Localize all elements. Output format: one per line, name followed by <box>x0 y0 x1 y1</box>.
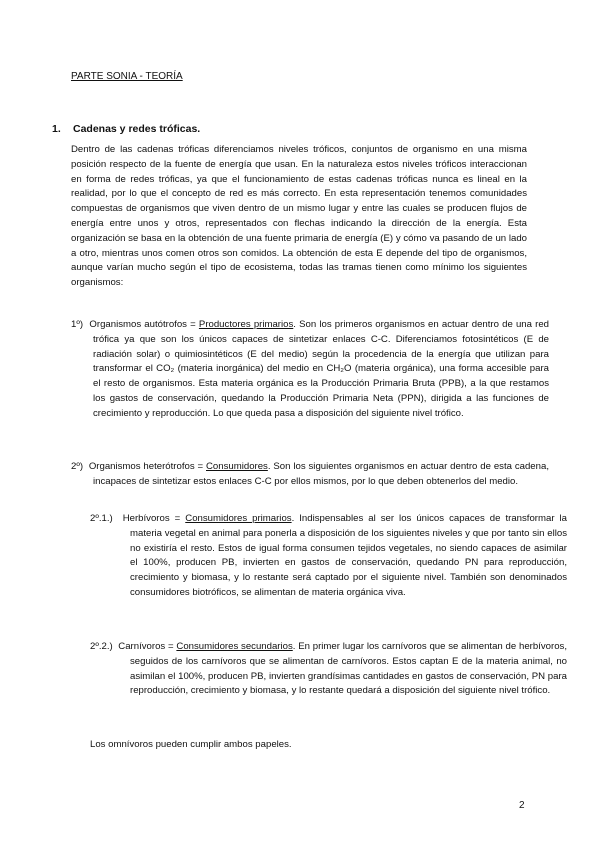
section-heading <box>52 123 200 135</box>
list-item-autotrophs <box>71 318 549 422</box>
item-text: . Son los siguientes organismos en actuar dentro de esta cadena, incapaces de sintetizar estos enlaces C-C por ellos mismos, por lo que deben obtenerlos del medio. <box>93 461 549 487</box>
item-text: . Son los primeros organismos en actuar dentro de una red trófica ya que son los únicos capaces de sintetizar enlaces C-C. Diferenciamos fotosintéticos (E de radiación solar) o quimiosintéticos (E del medio) según la procedencia de la energía que utilizan para transformar el CO₂ (materia inorgánica) del medio en CH₂O (materia orgánica), una forma accesible para el resto de organismos. Esta materia orgánica es la Producción Primaria Bruta (PPB), a la que restamos los gastos de conservación, quedando la Producción Primaria Neta (PPN), dirigida a las funciones de crecimiento y reproducción. Lo que queda pasa a disposición del siguiente nivel trófico. <box>93 319 550 419</box>
item-term: Consumidores <box>206 461 268 472</box>
item-lead: Herbívoros = <box>122 513 186 524</box>
list-marker: 2º) <box>71 461 84 472</box>
page-number: 2 <box>519 800 525 811</box>
item-text: . Indispensables al ser los únicos capaces de transformar la materia vegetal en animal para ponerla a disposición de los siguientes niveles y que por tanto sin ellos no existiría el resto. Estos de igual forma consumen tejidos vegetales, no siendo capaces de asimilar el 100%, producen PB, invierten en gastos de conservación, quedando PN para reproducción, crecimiento y biomasa, y lo restante será captado por el siguiente nivel. También son denominados consumidores biotróficos, se alimentan de materia orgánica viva. <box>130 513 567 598</box>
list-marker: 1º) <box>71 319 84 330</box>
intro-paragraph: Dentro de las cadenas tróficas diferenciamos niveles tróficos, conjuntos de organismo en una misma posición respecto de la fuente de energía que usan. En la naturaleza estos niveles tróficos interaccionan en forma de redes tróficas, ya que el funcionamiento de estas cadenas tróficas nunca es lineal en la realidad, por lo que el concepto de red es más correcto. En esta representación tenemos comunidades compuestas de organismos que viven dentro de un mismo lugar y entre las cuales se producen flujos de energía entre unos y otros, representados con flechas indicando la dirección de la energía. Esta organización se basa en la obtención de una fuente primaria de energía (E) y cómo va pasando de un lado a otro, mientras unos comen otros son comidos. La obtención de esta E depende del tipo de organismos, aunque varían mucho según el tipo de ecosistema, todas las tramas tienen como mínimo los siguientes organismos: <box>71 144 527 289</box>
item-lead: Organismos heterótrofos = <box>88 461 206 472</box>
item-text: . En primer lugar los carnívoros que se alimentan de herbívoros, seguidos de los carnívoros que se alimentan de carnívoros. Estos captan E de la materia animal, no asimilan el 100%, producen PB, invierten grandísimas cantidades en gastos de conservación, PN para reproducción, crecimiento y biomasa, y lo restante quedará a disposición del siguiente nivel trófico. <box>130 641 567 697</box>
sublist-item-carnivores <box>90 640 567 699</box>
page-header: PARTE SONIA - TEORÍA <box>71 71 183 82</box>
item-lead: Organismos autótrofos = <box>89 319 199 330</box>
section-number: 1. <box>52 123 61 135</box>
sublist-item-herbivores <box>90 512 567 601</box>
item-term: Consumidores secundarios <box>176 641 293 652</box>
item-lead: Carnívoros = <box>118 641 177 652</box>
list-marker: 2º.2.) <box>90 641 113 652</box>
item-term: Consumidores primarios <box>185 513 292 524</box>
omnivores-paragraph: Los omnívoros pueden cumplir ambos papeles. <box>90 739 292 750</box>
section-title: Cadenas y redes tróficas. <box>73 123 201 135</box>
item-term: Productores primarios <box>198 319 294 330</box>
list-marker: 2º.1.) <box>90 513 113 524</box>
list-item-heterotrophs <box>71 460 549 490</box>
